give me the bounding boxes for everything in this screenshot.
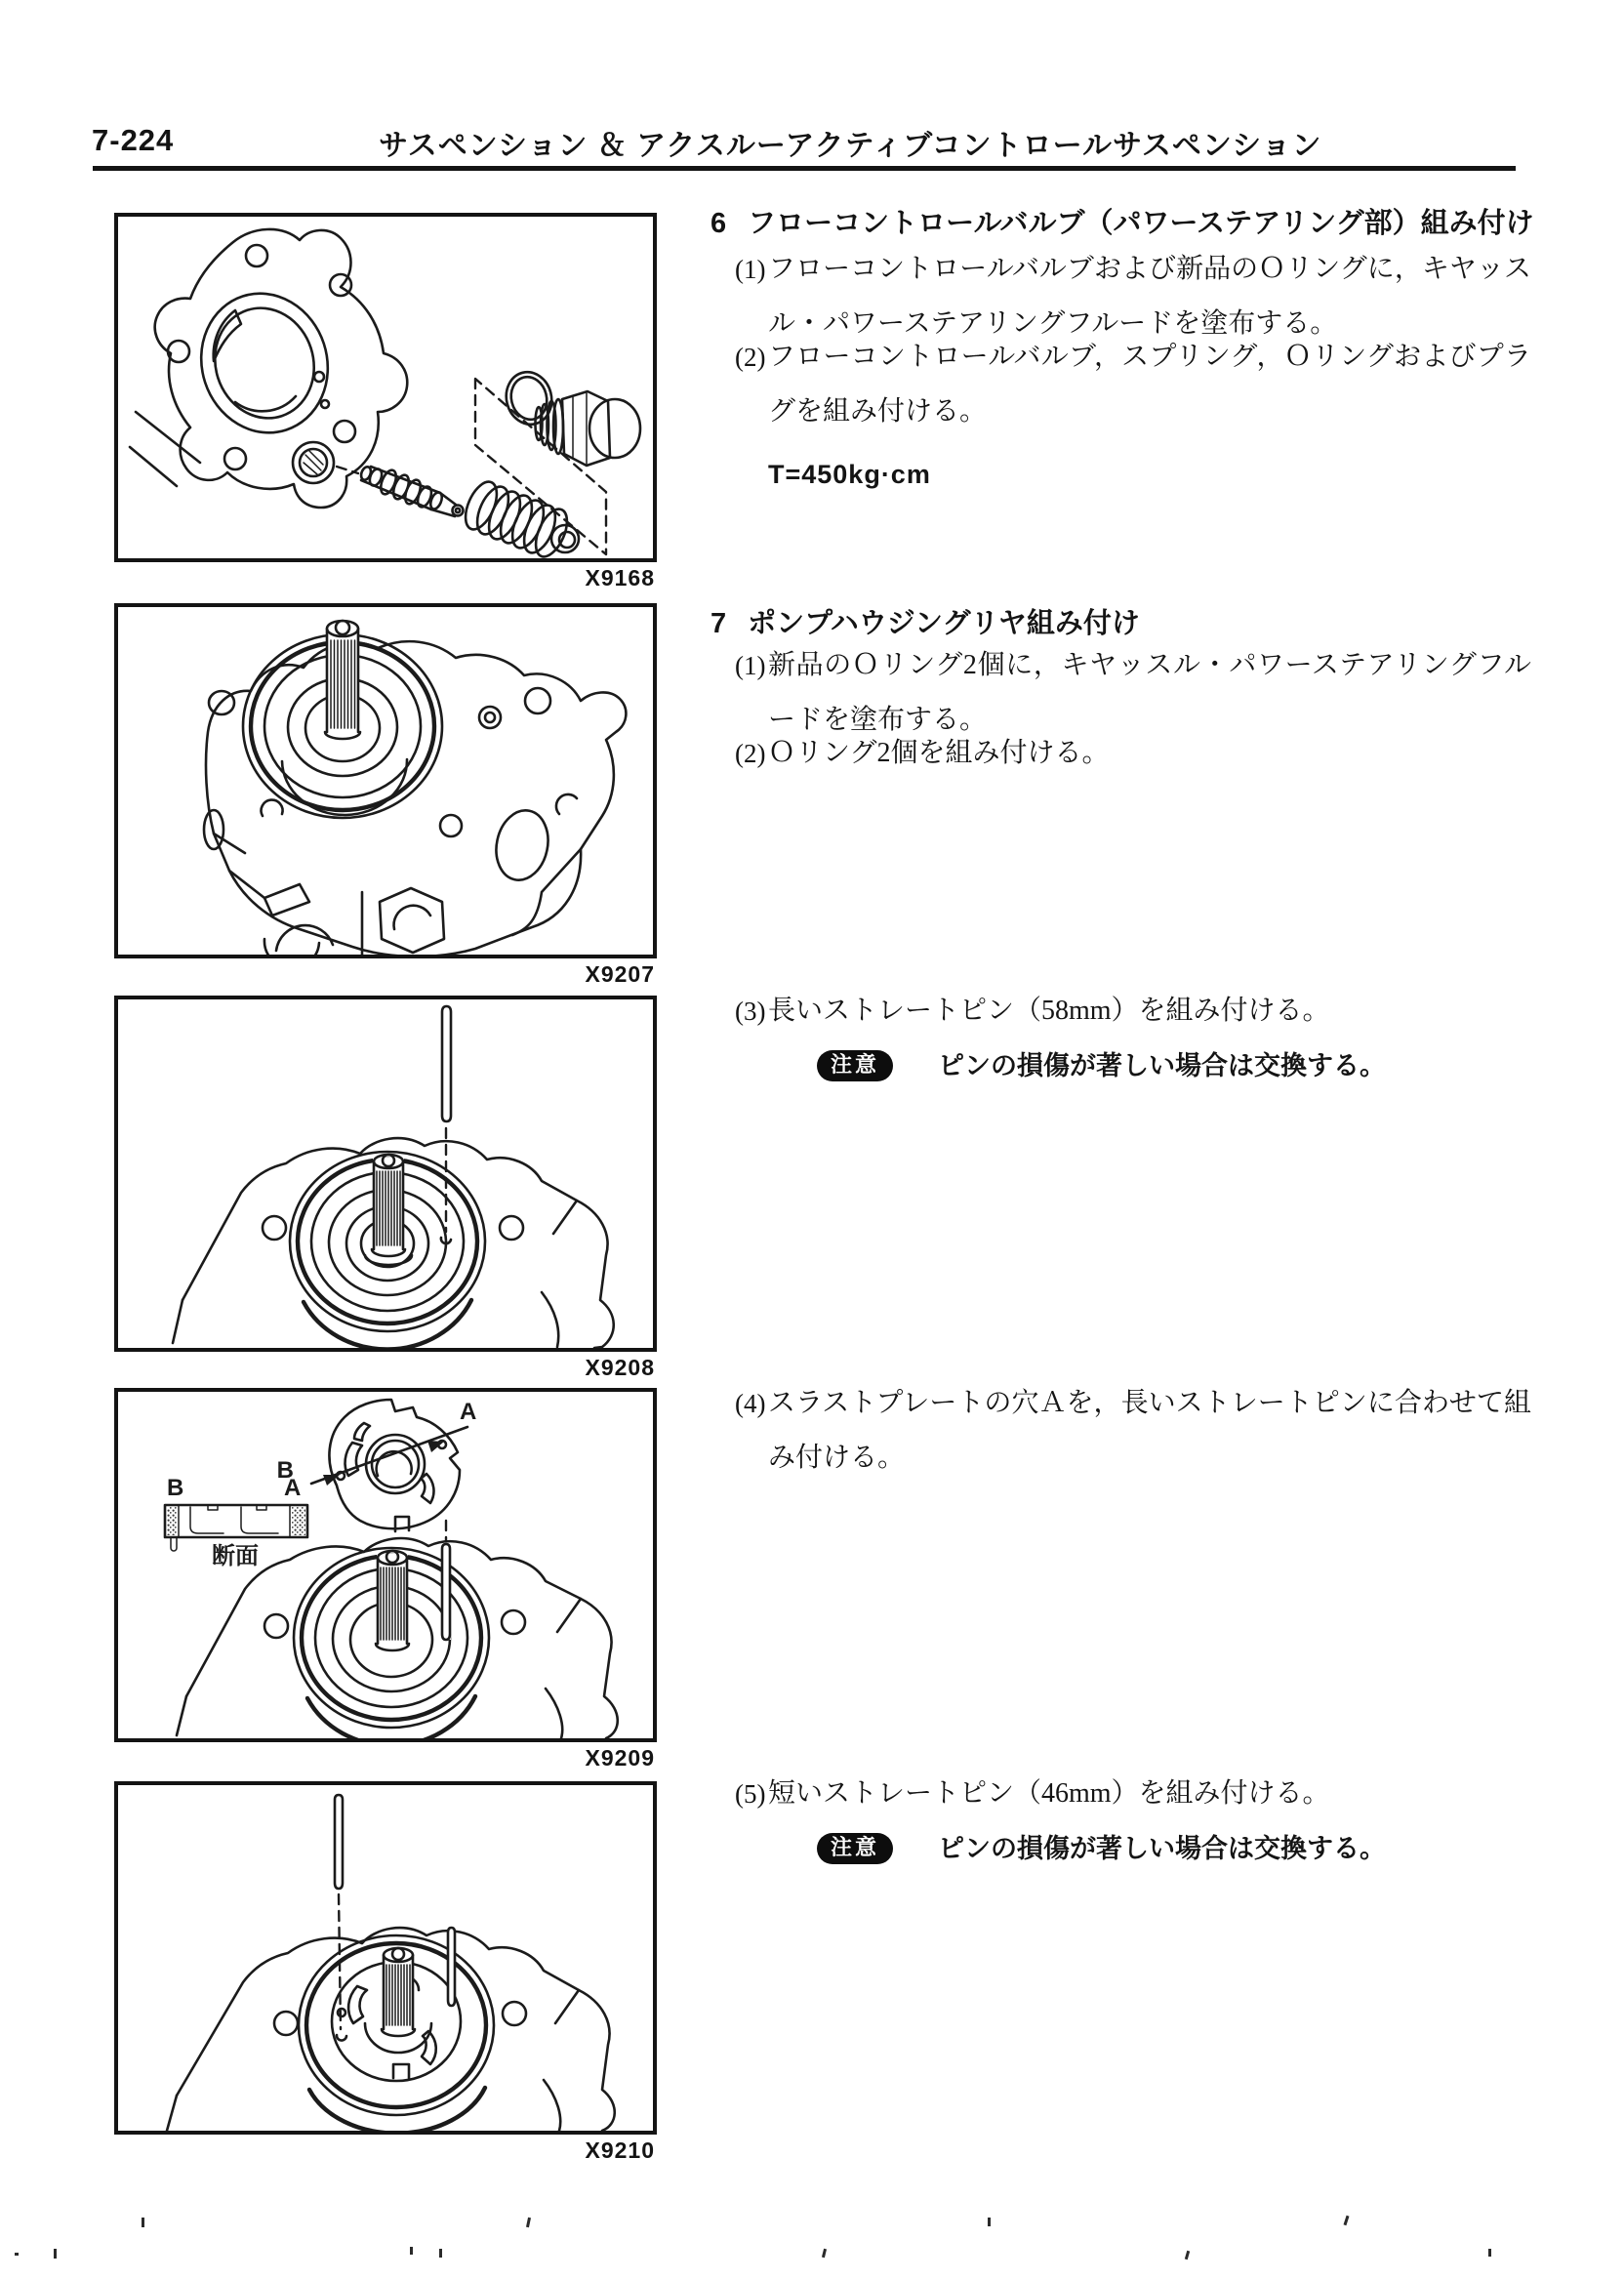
- figure-code: X9168: [585, 565, 655, 590]
- scan-artifact: [526, 2218, 531, 2227]
- figure-pump-housing-orings: [114, 603, 657, 987]
- section-number: 6: [710, 208, 727, 239]
- housing-holes: [204, 688, 577, 885]
- step-label: (3): [735, 997, 766, 1026]
- scan-artifact: [142, 2218, 144, 2227]
- step-label: (5): [735, 1779, 766, 1809]
- step-text: 短いストレートピン（46mm）を組み付ける。: [768, 1778, 1330, 1809]
- scan-artifact: [1185, 2251, 1190, 2260]
- plate-label-a: A: [460, 1399, 477, 1425]
- step-text: フローコントロールバルブおよび新品のＯリングに，キヤッスル・パワーステアリングフルードを塗布する。: [768, 254, 1531, 339]
- figure-short-straight-pin: [114, 1781, 657, 2163]
- scan-artifact: [822, 2249, 827, 2258]
- pump-front-flange: [130, 229, 407, 508]
- valve-port: [293, 442, 358, 483]
- flow-control-valve-illustration: [118, 217, 653, 558]
- scan-artifact: [988, 2218, 991, 2226]
- section-title: ポンプハウジングリヤ組み付け: [748, 608, 1140, 639]
- page-number: 7-224: [92, 123, 175, 157]
- step-text: スラストプレートの穴Ａを，長いストレートピンに合わせて組み付ける。: [768, 1388, 1531, 1473]
- figure-code: X9207: [585, 961, 655, 987]
- step-label: (2): [735, 343, 766, 372]
- installed-long-pin: [447, 1928, 456, 2008]
- header-rule: [93, 166, 1516, 171]
- figure-flow-control-valve-exploded: [114, 213, 657, 590]
- long-straight-pin: [441, 1006, 451, 1243]
- short-straight-pin: [335, 1795, 346, 2041]
- step-7-5: [735, 1767, 1535, 1874]
- step-label: (4): [735, 1389, 766, 1418]
- figure-code: X9209: [585, 1745, 655, 1771]
- step-text: 新品のＯリング2個に，キヤッスル・パワーステアリングフルードを塗布する。: [768, 650, 1531, 735]
- step-text: 長いストレートピン（58mm）を組み付ける。: [768, 996, 1330, 1026]
- step-6-2: [735, 330, 1535, 502]
- flow-control-valve-spool: [359, 466, 463, 516]
- page-title: サスペンション ＆ アクスルーアクティブコントロールサスペンション: [379, 130, 1322, 162]
- plate-label-b: B: [276, 1457, 294, 1484]
- caution-row: [817, 1823, 1535, 1874]
- cross-section-view: [165, 1475, 307, 1569]
- scan-artifact: [410, 2247, 413, 2255]
- caution-badge: 注意: [817, 1050, 893, 1081]
- scan-artifact: [1488, 2249, 1491, 2257]
- step-text: Ｏリング2個を組み付ける。: [768, 738, 1110, 768]
- torque-spec: T=450kg·cm: [768, 460, 931, 489]
- thrust-plate: [329, 1400, 460, 1531]
- caution-text: ピンの損傷が著しい場合は交換する。: [938, 1051, 1387, 1080]
- scan-artifact: [439, 2249, 442, 2258]
- step-label: (1): [735, 255, 766, 284]
- figure-thrust-plate: [114, 1388, 657, 1771]
- splined-shaft: [376, 1551, 409, 1650]
- long-pin-illustration: [118, 999, 653, 1348]
- caution-text: ピンの損傷が著しい場合は交換する。: [938, 1834, 1387, 1863]
- section-7-heading: [710, 601, 1140, 641]
- figure-long-straight-pin: [114, 996, 657, 1380]
- step-label: (1): [735, 651, 766, 680]
- thrust-plate-illustration: [118, 1392, 653, 1738]
- valve-spring: [460, 477, 579, 558]
- step-7-4: [735, 1376, 1535, 1486]
- step-label: (2): [735, 739, 766, 768]
- figure-code: X9208: [585, 1355, 655, 1380]
- valve-plug: [536, 391, 641, 466]
- splined-shaft: [382, 1948, 415, 2036]
- section-caption: 断面: [212, 1543, 259, 1569]
- scan-artifact: [15, 2253, 19, 2256]
- bottom-union-plug: [264, 884, 444, 955]
- section-6-heading: [710, 201, 1534, 241]
- figure-code: X9210: [585, 2138, 655, 2163]
- installed-long-pin: [441, 1521, 451, 1640]
- step-7-2: [735, 726, 1535, 781]
- short-pin-illustration: [118, 1785, 653, 2131]
- section-label-b: B: [167, 1475, 184, 1501]
- pump-housing-illustration: [118, 607, 653, 955]
- scan-artifact: [54, 2249, 57, 2259]
- caution-row: [817, 1040, 1535, 1091]
- splined-shaft: [325, 621, 360, 739]
- caution-badge: 注意: [817, 1833, 893, 1864]
- step-7-3: [735, 984, 1535, 1091]
- section-title: フローコントロールバルブ（パワーステアリング部）組み付け: [748, 208, 1534, 239]
- scan-artifact: [1344, 2216, 1350, 2225]
- section-label-a: A: [284, 1475, 302, 1501]
- section-number: 7: [710, 608, 727, 639]
- step-text: フローコントロールバルブ，スプリング，Ｏリングおよびプラグを組み付ける。: [768, 342, 1531, 427]
